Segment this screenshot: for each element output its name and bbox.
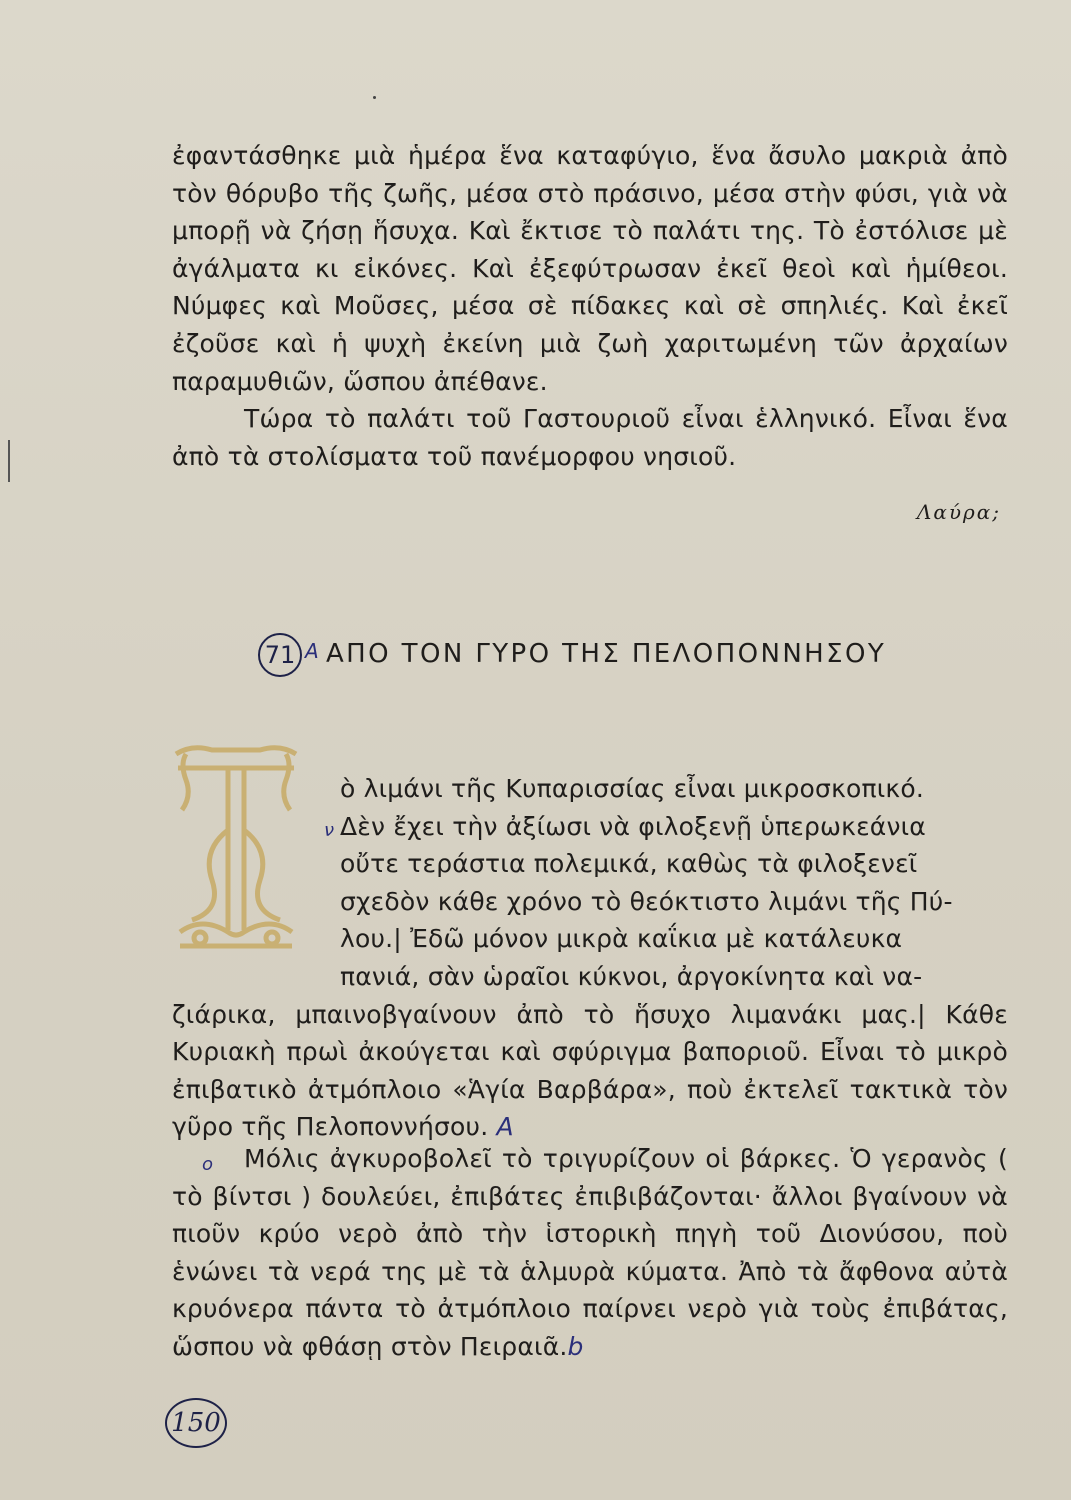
paragraph-anchoring bbox=[172, 1140, 1008, 1366]
handwritten-mark: ο bbox=[202, 1154, 214, 1175]
section-number-circled: 71 bbox=[258, 633, 302, 677]
paragraph-kyparissia bbox=[172, 770, 1008, 1146]
handwritten-mark: Α bbox=[496, 1112, 514, 1142]
handwritten-mark: ν bbox=[324, 820, 335, 841]
paragraph-line: οὔτε τεράστια πολεμικά, καθὼς τὰ φιλοξενεῖ bbox=[340, 849, 918, 879]
stray-mark bbox=[373, 96, 376, 99]
paragraph-text bbox=[172, 1140, 1008, 1366]
paragraph-line: πανιά, σὰν ὡραῖοι κύκνοι, ἀργοκίνητα καὶ να- bbox=[340, 961, 923, 991]
margin-line bbox=[8, 440, 10, 482]
paragraph-line: σχεδὸν κάθε χρόνο τὸ θεόκτιστο λιμάνι τῆς Πύ- bbox=[340, 886, 953, 916]
paragraph-line: ὸ λιμάνι τῆς Κυπαρισσίας εἶναι μικροσκοπικό. bbox=[340, 774, 924, 803]
paragraph-text: ἐφαντάσθηκε μιὰ ἡμέρα ἕνα καταφύγιο, ἕνα ἄσυλο μακριὰ ἀπὸ τὸν θόρυβο τῆς ζωῆς, μέσα στὸ πράσινο, μέσα στὴν φύσι, γιὰ νὰ μπορῇ νὰ ζήσῃ ἥσυχα. Καὶ ἔκτισε τὸ παλάτι της. Τὸ ἐστόλισε μὲ ἀγάλματα κι εἰκόνες. Καὶ ἐξεφύτρωσαν ἐκεῖ θεοὶ καὶ ἡμίθεοι. Νύμφες καὶ Μοῦσες, μέσα σὲ πίδακες καὶ σὲ σπηλιές. Καὶ ἐκεῖ ἐζοῦσε καὶ ἡ ψυχὴ ἐκείνη μιὰ ζωὴ χαριτωμένη τῶν ἀρχαίων παραμυθιῶν, ὥσπου ἀπέθανε. bbox=[172, 141, 1008, 396]
paragraph-text-rest: ζιάρικα, μπαινοβγαίνουν ἀπὸ τὸ ἥσυχο λιμανάκι μας.| Κάθε Κυριακὴ πρωὶ ἀκούγεται καὶ σφύριγμα βαποριοῦ. Εἶναι τὸ μικρὸ ἐπιβατικὸ ἀτμόπλοιο «Ἁγία Βαρβάρα», ποὺ ἐκτελεῖ τακτικὰ τὸν γῦρο τῆς Πελοποννήσου. bbox=[172, 999, 1008, 1142]
page-number-circled: 150 bbox=[165, 1398, 227, 1448]
paragraph-continued bbox=[172, 137, 1008, 475]
paragraph-line: Δὲν ἔχει τὴν ἀξίωσι νὰ φιλοξενῇ ὑπερωκεάνια bbox=[340, 811, 926, 841]
paragraph-text bbox=[172, 996, 1008, 1146]
handwritten-mark: b bbox=[567, 1331, 584, 1361]
author-signature: Λαύρα; bbox=[916, 500, 1001, 524]
paragraph-text: Τώρα τὸ παλάτι τοῦ Γαστουριοῦ εἶναι ἑλληνικό. Εἶναι ἕνα ἀπὸ τὰ στολίσματα τοῦ πανέμορφου νησιοῦ. bbox=[172, 404, 1008, 471]
section-title: ΑΠΟ ΤΟΝ ΓΥΡΟ ΤΗΣ ΠΕΛΟΠΟΝΝΗΣΟΥ bbox=[326, 639, 887, 669]
handwritten-mark: Α bbox=[305, 639, 319, 663]
paragraph-text-body: Μόλις ἀγκυροβολεῖ τὸ τριγυρίζουν οἱ βάρκες. Ὁ γερανὸς ( τὸ βίντσι ) δουλεύει, ἐπιβάτες ἐπιβιβάζονται· ἄλλοι βγαίνουν νὰ πιοῦν κρύο νερὸ ἀπὸ τὴν ἱστορικὴ πηγὴ τοῦ Διονύσου, ποὺ ἑνώνει τὰ νερά της μὲ τὰ ἁλμυρὰ κύματα. Ἀπὸ τὰ ἄφθονα αὐτὰ κρυόνερα πάντα τὸ ἀτμόπλοιο παίρνει νερὸ γιὰ τοὺς ἐπιβάτας, ὥσπου νὰ φθάσῃ στὸν Πειραιᾶ. bbox=[172, 1144, 1008, 1361]
paragraph-line: λου.| Ἐδῶ μόνον μικρὰ καΐκια μὲ κατάλευκα bbox=[340, 924, 903, 954]
